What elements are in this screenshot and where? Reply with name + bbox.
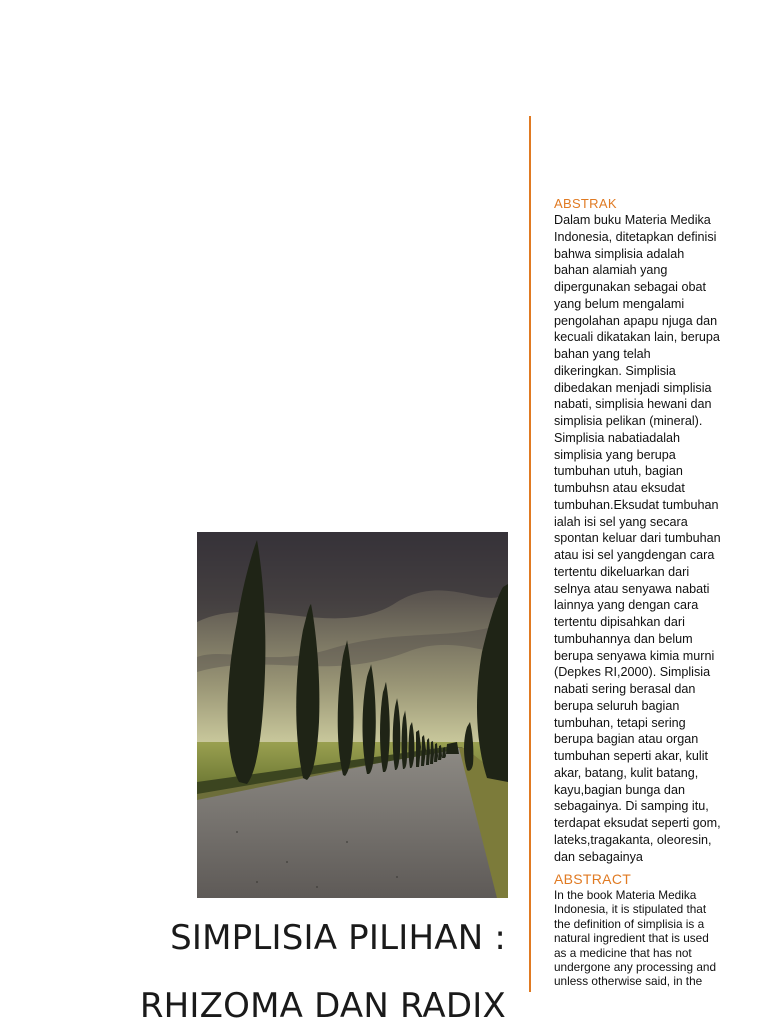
title-line-2: RHIZOMA DAN RADIX bbox=[139, 986, 506, 1026]
abstrak-heading: ABSTRAK bbox=[554, 196, 617, 211]
vertical-divider bbox=[529, 116, 531, 992]
cypress-road-photo bbox=[197, 532, 508, 898]
abstract-body: In the book Materia Medika Indonesia, it is stipulated that the definition of simplisia is a natural ingredient that is used as a medicine that has not undergone any processing and unless otherwise said, in the bbox=[554, 888, 716, 989]
title-line-1: SIMPLISIA PILIHAN : bbox=[170, 918, 506, 958]
abstract-heading: ABSTRACT bbox=[554, 871, 632, 887]
abstrak-body: Dalam buku Materia Medika Indonesia, ditetapkan definisi bahwa simplisia adalah bahan alamiah yang dipergunakan sebagai obat yang belum mengalami pengolahan apapu njuga dan kecuali dikatakan lain, berupa bahan yang telah dikeringkan. Simplisia dibedakan menjadi simplisia nabati, simplisia hewani dan simplisia pelikan (mineral). Simplisia nabatiadalah simplisia yang berupa tumbuhan utuh, bagian tumbuhsn atau eksudat tumbuhan.Eksudat tumbuhan ialah isi sel yang secara spontan keluar dari tumbuhan atau isi sel yangdengan cara tertentu dikeluarkan dari selnya atau senyawa nabati lainnya yang dengan cara tertentu dipisahkan dari tumbuhannya dan belum berupa senyawa kimia murni (Depkes RI,2000). Simplisia nabati sering berasal dan berupa seluruh bagian tumbuhan, tetapi sering berupa bagian atau organ tumbuhan seperti akar, kulit akar, batang, kulit batang, kayu,bagian bunga dan sebagainya. Di samping itu, terdapat eksudat seperti gom, lateks,tragakanta, oleoresin, dan sebagainya bbox=[554, 213, 721, 864]
